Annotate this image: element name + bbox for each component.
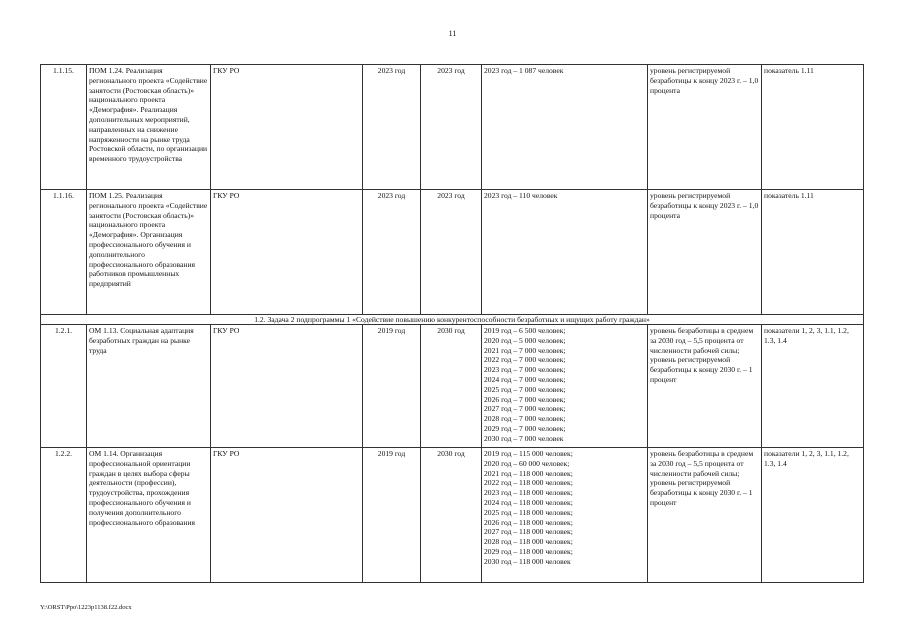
executor: ГКУ РО — [211, 65, 363, 190]
related-indicator: показатель 1.11 — [762, 65, 864, 190]
result-line: 2023 год – 7 000 человек; — [484, 365, 566, 375]
row-number: 1.2.2. — [41, 448, 87, 583]
expected-effect: уровень регистрируемой безработицы к концу 2023 г. – 1,0 процента — [648, 190, 762, 315]
related-indicator: показатели 1, 2, 3, 1.1, 1.2, 1.3, 1.4 — [762, 325, 864, 448]
expected-results — [482, 325, 648, 448]
result-line: 2019 год – 115 000 человек; — [484, 449, 573, 458]
related-indicator: показатели 1, 2, 3, 1.1, 1.2, 1.3, 1.4 — [762, 448, 864, 583]
activity-name: ПОМ 1.24. Реализация регионального проекта «Содействие занятости (Ростовская область)» национального проекта «Демография». Реализация дополнительных мероприятий, направленных на снижение напряженности на рынке труда Ростовской области, по организации временного трудоустройства — [87, 65, 211, 190]
result-line: 2022 год – 7 000 человек; — [484, 355, 566, 365]
result-line: 2019 год – 6 500 человек; — [484, 326, 566, 335]
start-year: 2019 год — [363, 325, 421, 448]
table-row — [41, 325, 864, 448]
end-year: 2030 год — [421, 325, 482, 448]
program-activities-table — [40, 64, 864, 583]
result-line: 2021 год – 118 000 человек; — [484, 468, 573, 478]
result-line: 2023 год – 1 087 человек — [484, 66, 564, 75]
end-year: 2023 год — [421, 190, 482, 315]
row-number: 1.1.15. — [41, 65, 87, 190]
row-number: 1.1.16. — [41, 190, 87, 315]
result-line: 2028 год – 7 000 человек; — [484, 414, 566, 424]
activity-name: ПОМ 1.25. Реализация регионального проекта «Содействие занятости (Ростовская область)» национального проекта «Демография». Организация профессионального обучения и дополнительного профессионального образования работников промышленных предприятий — [87, 190, 211, 315]
expected-effect: уровень регистрируемой безработицы к концу 2023 г. – 1,0 процента — [648, 65, 762, 190]
table-row — [41, 190, 864, 315]
result-line: 2022 год – 118 000 человек; — [484, 478, 573, 488]
executor: ГКУ РО — [211, 325, 363, 448]
executor: ГКУ РО — [211, 190, 363, 315]
expected-effect: уровень безработицы в среднем за 2030 год – 5,5 процента от численности рабочей силы; уровень регистрируемой безработицы к концу 2030 г. – 1 процент — [648, 448, 762, 583]
result-line: 2025 год – 118 000 человек; — [484, 507, 573, 517]
expected-results — [482, 448, 648, 583]
result-line: 2020 год – 5 000 человек; — [484, 335, 566, 345]
result-line: 2029 год – 118 000 человек; — [484, 546, 573, 556]
activity-name: ОМ 1.13. Социальная адаптация безработных граждан на рынке труда — [87, 325, 211, 448]
result-line: 2026 год – 7 000 человек; — [484, 394, 566, 404]
expected-effect: уровень безработицы в среднем за 2030 год – 5,5 процента от численности рабочей силы; уровень регистрируемой безработицы к концу 2030 г. – 1 процент — [648, 325, 762, 448]
row-number: 1.2.1. — [41, 325, 87, 448]
executor: ГКУ РО — [211, 448, 363, 583]
activity-name: ОМ 1.14. Организация профессиональной ориентации граждан в целях выбора сферы деятельности (профессии), трудоустройства, прохождения профессионального обучения и получения дополнительного профессионального образования — [87, 448, 211, 583]
start-year: 2019 год — [363, 448, 421, 583]
table-row — [41, 448, 864, 583]
related-indicator: показатель 1.11 — [762, 190, 864, 315]
subtask-header: 1.2. Задача 2 подпрограммы 1 «Содействие повышению конкурентоспособности безработных и ищущих работу граждан» — [41, 315, 864, 325]
result-line: 2027 год – 7 000 человек; — [484, 404, 566, 414]
page-number: 11 — [448, 29, 457, 38]
end-year: 2023 год — [421, 65, 482, 190]
result-line: 2027 год – 118 000 человек; — [484, 527, 573, 537]
result-line: 2030 год – 7 000 человек — [484, 433, 564, 443]
footer-file-path: Y:\ORST\Ppo\1223p1138.f22.docx — [40, 604, 132, 611]
result-line: 2021 год – 7 000 человек; — [484, 345, 566, 355]
end-year: 2030 год — [421, 448, 482, 583]
expected-results — [482, 190, 648, 315]
result-line: 2023 год – 118 000 человек; — [484, 488, 573, 498]
result-line: 2029 год – 7 000 человек; — [484, 423, 566, 433]
result-line: 2028 год – 118 000 человек; — [484, 537, 573, 547]
result-line: 2024 год – 7 000 человек; — [484, 374, 566, 384]
result-line: 2025 год – 7 000 человек; — [484, 384, 566, 394]
result-line: 2030 год – 118 000 человек — [484, 556, 571, 566]
result-line: 2024 год – 118 000 человек; — [484, 497, 573, 507]
table-row — [41, 65, 864, 190]
start-year: 2023 год — [363, 65, 421, 190]
result-line: 2026 год – 118 000 человек; — [484, 517, 573, 527]
result-line: 2020 год – 60 000 человек; — [484, 458, 570, 468]
result-line: 2023 год – 110 человек — [484, 191, 558, 200]
expected-results — [482, 65, 648, 190]
subtask-header-row — [41, 315, 864, 325]
start-year: 2023 год — [363, 190, 421, 315]
